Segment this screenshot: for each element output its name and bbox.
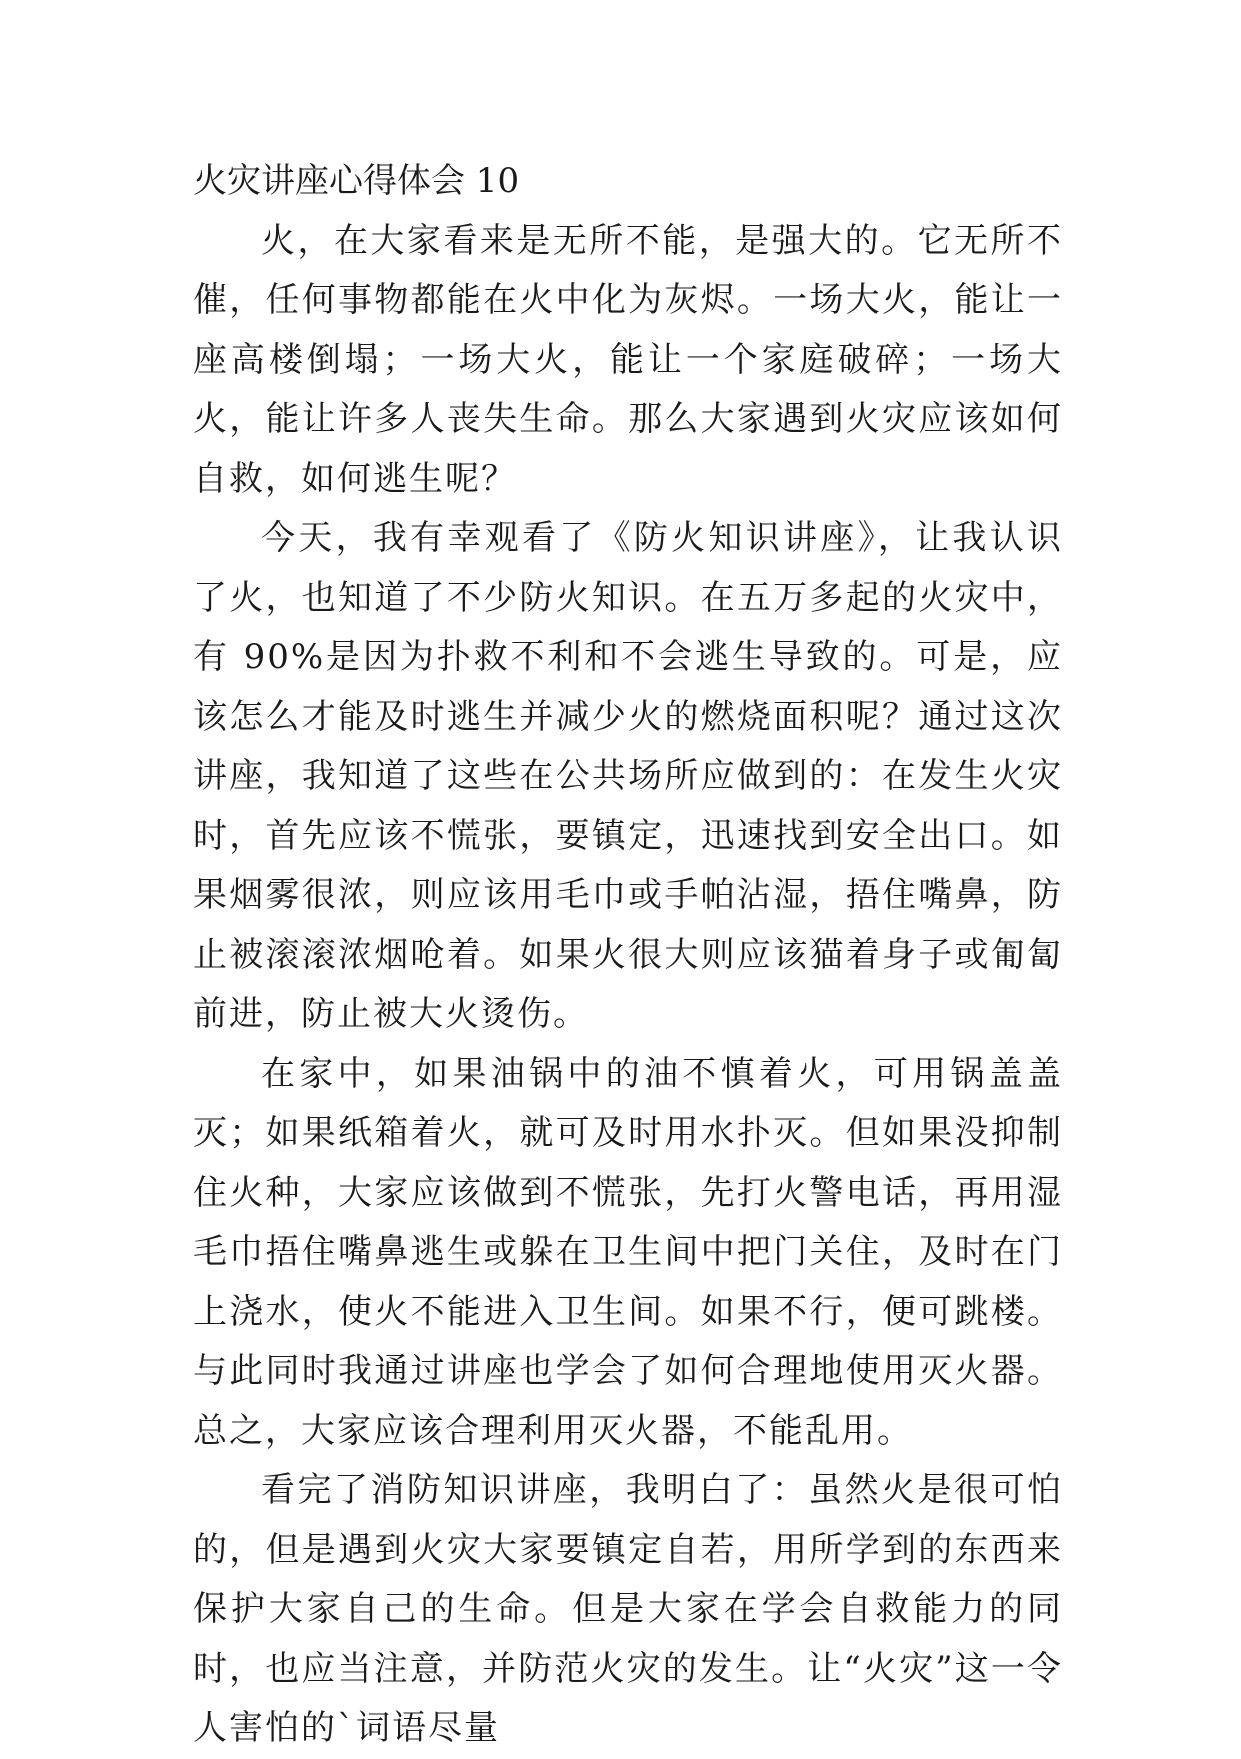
document-title: 火灾讲座心得体会 10 bbox=[193, 161, 520, 201]
paragraph-4: 看完了消防知识讲座，我明白了：虽然火是很可怕的，但是遇到火灾大家要镇定自若，用所学到的东西来保护大家自己的生命。但是大家在学会自救能力的同时，也应当注意，并防范火灾的发生。让“火灾”这一令人害怕的`词语尽量 bbox=[193, 1470, 1063, 1748]
paragraph-3: 在家中，如果油锅中的油不慎着火，可用锅盖盖灭；如果纸箱着火，就可及时用水扑灭。但如果没抑制住火种，大家应该做到不慌张，先打火警电话，再用湿毛巾捂住嘴鼻逃生或躲在卫生间中把门关住，及时在门上浇水，使火不能进入卫生间。如果不行，便可跳楼。与此同时我通过讲座也学会了如何合理地使用灭火器。总之，大家应该合理利用灭火器，不能乱用。 bbox=[193, 1053, 1063, 1451]
document-body bbox=[193, 152, 1063, 1759]
paragraph-2: 今天，我有幸观看了《防火知识讲座》，让我认识了火，也知道了不少防火知识。在五万多起的火灾中，有 90%是因为扑救不利和不会逃生导致的。可是，应该怎么才能及时逃生并减少火的燃烧面积呢？通过这次讲座，我知道了这些在公共场所应做到的：在发生火灾时，首先应该不慌张，要镇定，迅速找到安全出口。如果烟雾很浓，则应该用毛巾或手帕沾湿，捂住嘴鼻，防止被滚滚浓烟呛着。如果火很大则应该猫着身子或匍匐前进，防止被大火烫伤。 bbox=[193, 518, 1063, 1034]
paragraph-1: 火，在大家看来是无所不能，是强大的。它无所不催，任何事物都能在火中化为灰烬。一场大火，能让一座高楼倒塌；一场大火，能让一个家庭破碎；一场大火，能让许多人丧失生命。那么大家遇到火灾应该如何自救，如何逃生呢？ bbox=[193, 220, 1063, 499]
